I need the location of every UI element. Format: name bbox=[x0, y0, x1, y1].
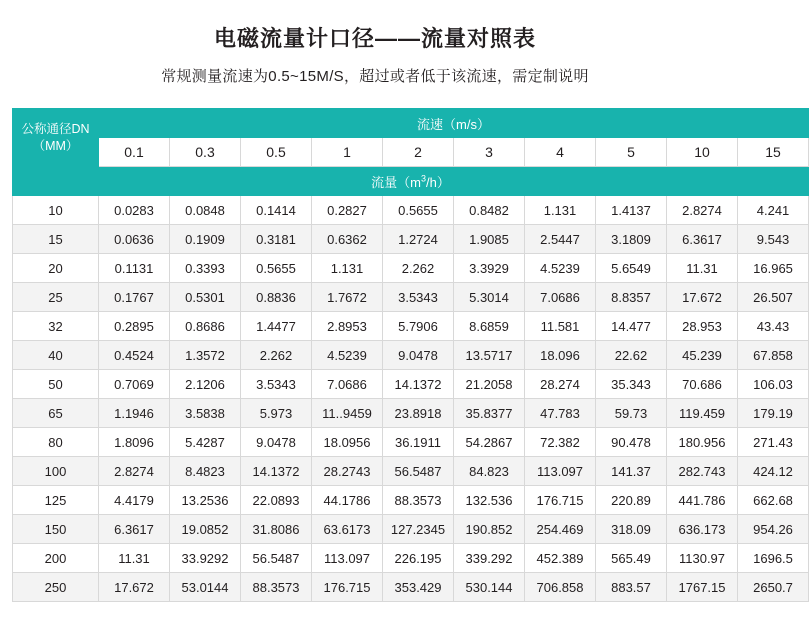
table-row bbox=[13, 370, 809, 399]
cell: 43.43 bbox=[738, 312, 809, 341]
header-row-flow-unit bbox=[13, 167, 809, 196]
cell: 4.5239 bbox=[312, 341, 383, 370]
row-dn: 15 bbox=[13, 225, 99, 254]
cell: 2.262 bbox=[241, 341, 312, 370]
cell: 11.31 bbox=[99, 544, 170, 573]
table-row bbox=[13, 399, 809, 428]
row-dn: 125 bbox=[13, 486, 99, 515]
cell: 11..9459 bbox=[312, 399, 383, 428]
cell: 3.3929 bbox=[454, 254, 525, 283]
table-row bbox=[13, 573, 809, 602]
row-dn: 20 bbox=[13, 254, 99, 283]
cell: 271.43 bbox=[738, 428, 809, 457]
cell: 28.2743 bbox=[312, 457, 383, 486]
cell: 0.1767 bbox=[99, 283, 170, 312]
flow-unit-sup: 3 bbox=[421, 173, 427, 184]
cell: 9.543 bbox=[738, 225, 809, 254]
cell: 14.477 bbox=[596, 312, 667, 341]
cell: 22.0893 bbox=[241, 486, 312, 515]
cell: 88.3573 bbox=[241, 573, 312, 602]
row-dn: 80 bbox=[13, 428, 99, 457]
header-row-velocity-values bbox=[13, 138, 809, 167]
row-dn: 25 bbox=[13, 283, 99, 312]
flow-unit-suffix: /h） bbox=[426, 174, 450, 190]
cell: 1.4137 bbox=[596, 196, 667, 225]
row-dn: 150 bbox=[13, 515, 99, 544]
row-dn: 100 bbox=[13, 457, 99, 486]
row-dn: 200 bbox=[13, 544, 99, 573]
cell: 3.5838 bbox=[170, 399, 241, 428]
cell: 17.672 bbox=[99, 573, 170, 602]
cell: 5.4287 bbox=[170, 428, 241, 457]
table-body bbox=[13, 196, 809, 602]
cell: 9.0478 bbox=[383, 341, 454, 370]
cell: 0.3181 bbox=[241, 225, 312, 254]
cell: 67.858 bbox=[738, 341, 809, 370]
header-dn-line2: （MM） bbox=[32, 138, 79, 153]
cell: 18.0956 bbox=[312, 428, 383, 457]
cell: 0.5301 bbox=[170, 283, 241, 312]
cell: 7.0686 bbox=[525, 283, 596, 312]
table-head bbox=[13, 109, 809, 196]
cell: 2.5447 bbox=[525, 225, 596, 254]
cell: 33.9292 bbox=[170, 544, 241, 573]
row-dn: 250 bbox=[13, 573, 99, 602]
cell: 0.8686 bbox=[170, 312, 241, 341]
cell: 35.8377 bbox=[454, 399, 525, 428]
cell: 36.1911 bbox=[383, 428, 454, 457]
velocity-col-1: 0.3 bbox=[170, 138, 241, 167]
cell: 0.7069 bbox=[99, 370, 170, 399]
cell: 1130.97 bbox=[667, 544, 738, 573]
table-row bbox=[13, 283, 809, 312]
cell: 353.429 bbox=[383, 573, 454, 602]
header-velocity: 流速（m/s） bbox=[99, 109, 809, 138]
velocity-col-5: 3 bbox=[454, 138, 525, 167]
cell: 14.1372 bbox=[383, 370, 454, 399]
cell: 0.3393 bbox=[170, 254, 241, 283]
cell: 63.6173 bbox=[312, 515, 383, 544]
cell: 132.536 bbox=[454, 486, 525, 515]
cell: 54.2867 bbox=[454, 428, 525, 457]
cell: 84.823 bbox=[454, 457, 525, 486]
cell: 0.5655 bbox=[241, 254, 312, 283]
cell: 5.6549 bbox=[596, 254, 667, 283]
cell: 176.715 bbox=[525, 486, 596, 515]
cell: 4.241 bbox=[738, 196, 809, 225]
cell: 0.8482 bbox=[454, 196, 525, 225]
flow-unit-prefix: 流量（m bbox=[371, 174, 422, 190]
cell: 441.786 bbox=[667, 486, 738, 515]
cell: 1.7672 bbox=[312, 283, 383, 312]
cell: 452.389 bbox=[525, 544, 596, 573]
cell: 0.2895 bbox=[99, 312, 170, 341]
cell: 1.3572 bbox=[170, 341, 241, 370]
cell: 17.672 bbox=[667, 283, 738, 312]
cell: 26.507 bbox=[738, 283, 809, 312]
cell: 1.1946 bbox=[99, 399, 170, 428]
cell: 47.783 bbox=[525, 399, 596, 428]
cell: 0.0848 bbox=[170, 196, 241, 225]
cell: 9.0478 bbox=[241, 428, 312, 457]
cell: 53.0144 bbox=[170, 573, 241, 602]
cell: 0.1131 bbox=[99, 254, 170, 283]
cell: 1696.5 bbox=[738, 544, 809, 573]
row-dn: 10 bbox=[13, 196, 99, 225]
cell: 530.144 bbox=[454, 573, 525, 602]
cell: 2.8274 bbox=[667, 196, 738, 225]
cell: 8.8357 bbox=[596, 283, 667, 312]
cell: 282.743 bbox=[667, 457, 738, 486]
page-title: 电磁流量计口径——流量对照表 bbox=[213, 26, 536, 51]
cell: 226.195 bbox=[383, 544, 454, 573]
cell: 72.382 bbox=[525, 428, 596, 457]
cell: 220.89 bbox=[596, 486, 667, 515]
cell: 2.1206 bbox=[170, 370, 241, 399]
cell: 119.459 bbox=[667, 399, 738, 428]
table-row bbox=[13, 428, 809, 457]
cell: 0.0636 bbox=[99, 225, 170, 254]
cell: 106.03 bbox=[738, 370, 809, 399]
cell: 0.4524 bbox=[99, 341, 170, 370]
cell: 0.6362 bbox=[312, 225, 383, 254]
row-dn: 65 bbox=[13, 399, 99, 428]
cell: 113.097 bbox=[312, 544, 383, 573]
cell: 883.57 bbox=[596, 573, 667, 602]
cell: 179.19 bbox=[738, 399, 809, 428]
cell: 5.973 bbox=[241, 399, 312, 428]
cell: 18.096 bbox=[525, 341, 596, 370]
cell: 3.1809 bbox=[596, 225, 667, 254]
cell: 0.2827 bbox=[312, 196, 383, 225]
cell: 254.469 bbox=[525, 515, 596, 544]
cell: 565.49 bbox=[596, 544, 667, 573]
cell: 190.852 bbox=[454, 515, 525, 544]
page-subtitle: 常规测量流速为0.5~15M/S，超过或者低于该流速，需定制说明 bbox=[161, 68, 589, 85]
cell: 176.715 bbox=[312, 573, 383, 602]
cell: 22.62 bbox=[596, 341, 667, 370]
cell: 6.3617 bbox=[667, 225, 738, 254]
table-row bbox=[13, 341, 809, 370]
cell: 5.3014 bbox=[454, 283, 525, 312]
velocity-col-0: 0.1 bbox=[99, 138, 170, 167]
cell: 1.131 bbox=[525, 196, 596, 225]
cell: 0.0283 bbox=[99, 196, 170, 225]
table-row bbox=[13, 515, 809, 544]
flow-comparison-table bbox=[12, 108, 809, 602]
cell: 45.239 bbox=[667, 341, 738, 370]
row-dn: 32 bbox=[13, 312, 99, 341]
cell: 339.292 bbox=[454, 544, 525, 573]
cell: 56.5487 bbox=[383, 457, 454, 486]
cell: 8.4823 bbox=[170, 457, 241, 486]
cell: 28.274 bbox=[525, 370, 596, 399]
cell: 1.9085 bbox=[454, 225, 525, 254]
cell: 28.953 bbox=[667, 312, 738, 341]
cell: 90.478 bbox=[596, 428, 667, 457]
cell: 70.686 bbox=[667, 370, 738, 399]
velocity-col-4: 2 bbox=[383, 138, 454, 167]
header-row-velocity bbox=[13, 109, 809, 138]
cell: 56.5487 bbox=[241, 544, 312, 573]
table-row bbox=[13, 457, 809, 486]
row-dn: 40 bbox=[13, 341, 99, 370]
cell: 44.1786 bbox=[312, 486, 383, 515]
cell: 954.26 bbox=[738, 515, 809, 544]
cell: 59.73 bbox=[596, 399, 667, 428]
cell: 19.0852 bbox=[170, 515, 241, 544]
cell: 3.5343 bbox=[383, 283, 454, 312]
cell: 7.0686 bbox=[312, 370, 383, 399]
cell: 31.8086 bbox=[241, 515, 312, 544]
cell: 88.3573 bbox=[383, 486, 454, 515]
cell: 1.8096 bbox=[99, 428, 170, 457]
cell: 127.2345 bbox=[383, 515, 454, 544]
cell: 141.37 bbox=[596, 457, 667, 486]
cell: 1.4477 bbox=[241, 312, 312, 341]
cell: 8.6859 bbox=[454, 312, 525, 341]
cell: 0.1414 bbox=[241, 196, 312, 225]
cell: 21.2058 bbox=[454, 370, 525, 399]
cell: 4.4179 bbox=[99, 486, 170, 515]
cell: 1.131 bbox=[312, 254, 383, 283]
cell: 3.5343 bbox=[241, 370, 312, 399]
cell: 636.173 bbox=[667, 515, 738, 544]
cell: 706.858 bbox=[525, 573, 596, 602]
cell: 318.09 bbox=[596, 515, 667, 544]
velocity-col-2: 0.5 bbox=[241, 138, 312, 167]
velocity-col-3: 1 bbox=[312, 138, 383, 167]
cell: 13.5717 bbox=[454, 341, 525, 370]
cell: 1.2724 bbox=[383, 225, 454, 254]
velocity-col-7: 5 bbox=[596, 138, 667, 167]
table-row bbox=[13, 486, 809, 515]
table-row bbox=[13, 254, 809, 283]
table-container bbox=[0, 86, 793, 602]
cell: 1767.15 bbox=[667, 573, 738, 602]
velocity-col-6: 4 bbox=[525, 138, 596, 167]
header-dn bbox=[13, 109, 99, 167]
cell: 5.7906 bbox=[383, 312, 454, 341]
cell: 23.8918 bbox=[383, 399, 454, 428]
table-row bbox=[13, 196, 809, 225]
cell: 16.965 bbox=[738, 254, 809, 283]
cell: 11.31 bbox=[667, 254, 738, 283]
table-row bbox=[13, 544, 809, 573]
cell: 4.5239 bbox=[525, 254, 596, 283]
table-row bbox=[13, 225, 809, 254]
cell: 2.8274 bbox=[99, 457, 170, 486]
cell: 662.68 bbox=[738, 486, 809, 515]
cell: 0.1909 bbox=[170, 225, 241, 254]
cell: 113.097 bbox=[525, 457, 596, 486]
cell: 35.343 bbox=[596, 370, 667, 399]
row-dn: 50 bbox=[13, 370, 99, 399]
velocity-col-8: 10 bbox=[667, 138, 738, 167]
cell: 424.12 bbox=[738, 457, 809, 486]
cell: 14.1372 bbox=[241, 457, 312, 486]
header-flow-unit bbox=[13, 167, 809, 196]
velocity-col-9: 15 bbox=[738, 138, 809, 167]
cell: 0.8836 bbox=[241, 283, 312, 312]
cell: 2.8953 bbox=[312, 312, 383, 341]
cell: 2650.7 bbox=[738, 573, 809, 602]
header-dn-line1: 公称通径DN bbox=[21, 121, 90, 136]
cell: 0.5655 bbox=[383, 196, 454, 225]
cell: 6.3617 bbox=[99, 515, 170, 544]
cell: 13.2536 bbox=[170, 486, 241, 515]
table-row bbox=[13, 312, 809, 341]
cell: 2.262 bbox=[383, 254, 454, 283]
cell: 11.581 bbox=[525, 312, 596, 341]
cell: 180.956 bbox=[667, 428, 738, 457]
